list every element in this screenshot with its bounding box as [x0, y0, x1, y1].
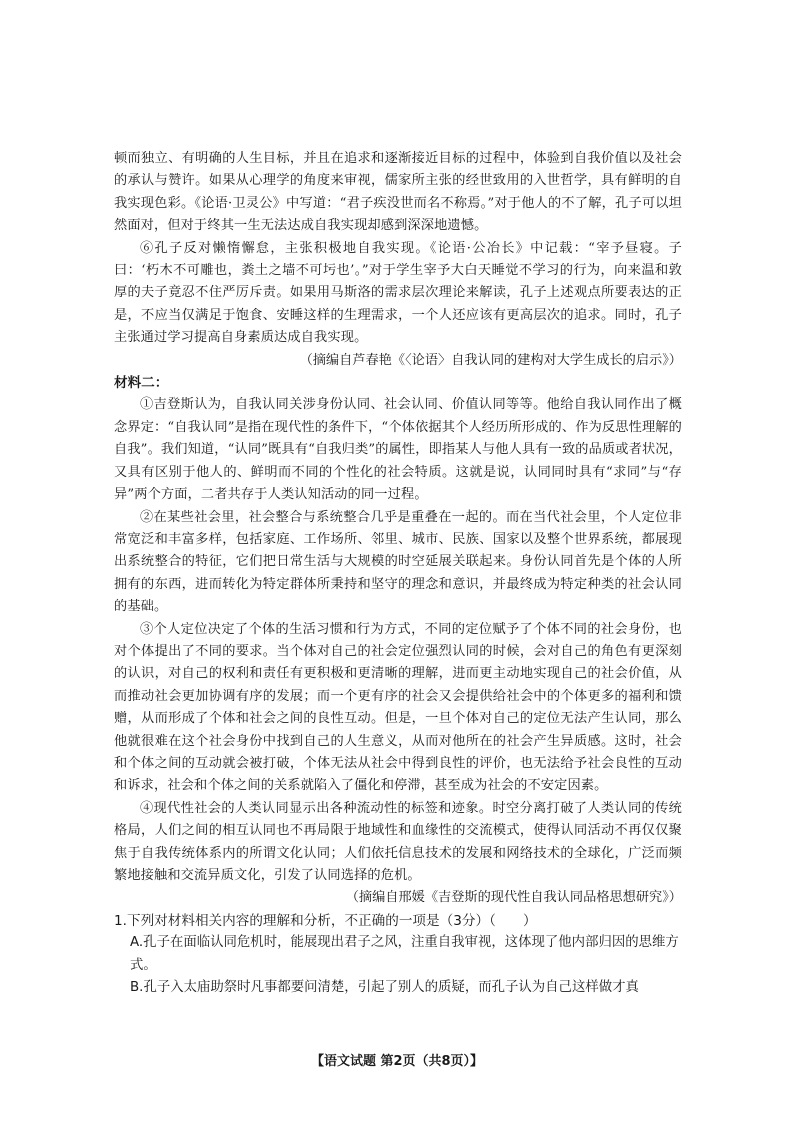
option-b-text: B.孔子入太庙助祭时凡事都要问清楚，引起了别人的质疑，而孔子认为自己这样做才真	[130, 980, 639, 996]
question-1-option-b	[114, 977, 682, 999]
material2-heading: 材料二：	[114, 375, 169, 392]
material2-paragraph-2: ②在某些社会里，社会整合与系统整合几乎是重叠在一起的。而在当代社会里，个人定位非常宽泛和丰富多样，包括家庭、工作场所、邻里、城市、民族、国家以及整个世界系统，都展现出系统整合的特征，它们把日常生活与大规模的时空延展关联起来。身份认同首先是个体的人所拥有的东西，进而转化为特定群体所秉持和坚守的理念和意识，并最终成为特定种类的社会认同的基础。	[114, 509, 682, 615]
page-body	[114, 148, 682, 999]
question-1-stem: 1.下列对材料相关内容的理解和分析，不正确的一项是（3分）（ ）	[114, 912, 537, 929]
intro-paragraph-continued: 顿而独立、有明确的人生目标，并且在追求和逐渐接近目标的过程中，体验到自我价值以及社会的承认与赞许。如果从心理学的角度来审视，儒家所主张的经世致用的入世哲学，具有鲜明的自我实现色彩。《论语·卫灵公》中写道：“君子疾没世而名不称焉。”对于他人的不了解，孔子可以坦然面对，但对于终其一生无法达成自我实现却感到深深地遗憾。	[114, 151, 682, 234]
option-a-text: A.孔子在面临认同危机时，能展现出君子之风，注重自我审视，这体现了他内部归因的思维方式。	[130, 935, 679, 973]
question-1-option-a	[114, 932, 682, 977]
material1-source: （摘编自芦春艳《〈论语〉自我认同的建构对大学生成长的启示》）	[299, 352, 682, 368]
material2-paragraph-1: ①吉登斯认为，自我认同关涉身份认同、社会认同、价值认同等等。他给自我认同作出了概念界定：“自我认同”是指在现代性的条件下，“个体依据其个人经历所形成的、作为反思性理解的自我”。我们知道，“认同”既具有“自我归类”的属性，即指某人与他人具有一致的品质或者状况，又具有区别于他人的、鲜明而不同的个性化的社会特质。这就是说，认同同时具有“求同”与“存异”两个方面，二者共存于人类认知活动的同一过程。	[114, 397, 682, 503]
intro-paragraph-6: ⑥孔子反对懒惰懈怠，主张积极地自我实现。《论语·公冶长》中记载：“宰予昼寝。子曰：‘朽木不可雕也，粪土之墙不可圬也’。”对于学生宰予大白天睡觉不学习的行为，向来温和敦厚的夫子竟忍不住严厉斥责。如果用马斯洛的需求层次理论来解读，孔子上述观点所要表达的正是，不应当仅满足于饱食、安睡这样的生理需求，一个人还应该有更高层次的追求。同时，孔子主张通过学习提高自身素质达成自我实现。	[114, 240, 682, 346]
material2-paragraph-4: ④现代性社会的人类认同显示出各种流动性的标签和迹象。时空分离打破了人类认同的传统格局，人们之间的相互认同也不再局限于地域性和血缘性的交流模式，使得认同活动不再仅仅聚焦于自我传统体系内的所谓文化认同；人们依托信息技术的发展和网络技术的全球化，广泛而频繁地接触和交流异质文化，引发了认同选择的危机。	[114, 800, 682, 883]
material2-source: （摘编自邢媛《吉登斯的现代性自我认同品格思想研究》）	[345, 890, 682, 906]
material2-paragraph-3: ③个人定位决定了个体的生活习惯和行为方式，不同的定位赋予了个体不同的社会身份，也对个体提出了不同的要求。当个体对自己的社会定位强烈认同的时候，会对自己的角色有更深刻的认识，对自己的权利和责任有更积极和更清晰的理解，进而更主动地实现自己的社会价值，从而推动社会更加协调有序的发展；而一个更有序的社会又会提供给社会中的个体更多的福利和馈赠，从而形成了个体和社会之间的良性互动。但是，一旦个体对自己的定位无法产生认同，那么他就很难在这个社会身份中找到自己的人生意义，从而对他所在的社会产生异质感。这时，社会和个体之间的互动就会被打破，个体无法从社会中得到良性的评价，也无法给予社会良性的互动和诉求，社会和个体之间的关系就陷入了僵化和停滞，甚至成为社会的不安定因素。	[114, 621, 682, 794]
page-footer: 【语文试题 第2页（共8页）】	[310, 1054, 484, 1069]
